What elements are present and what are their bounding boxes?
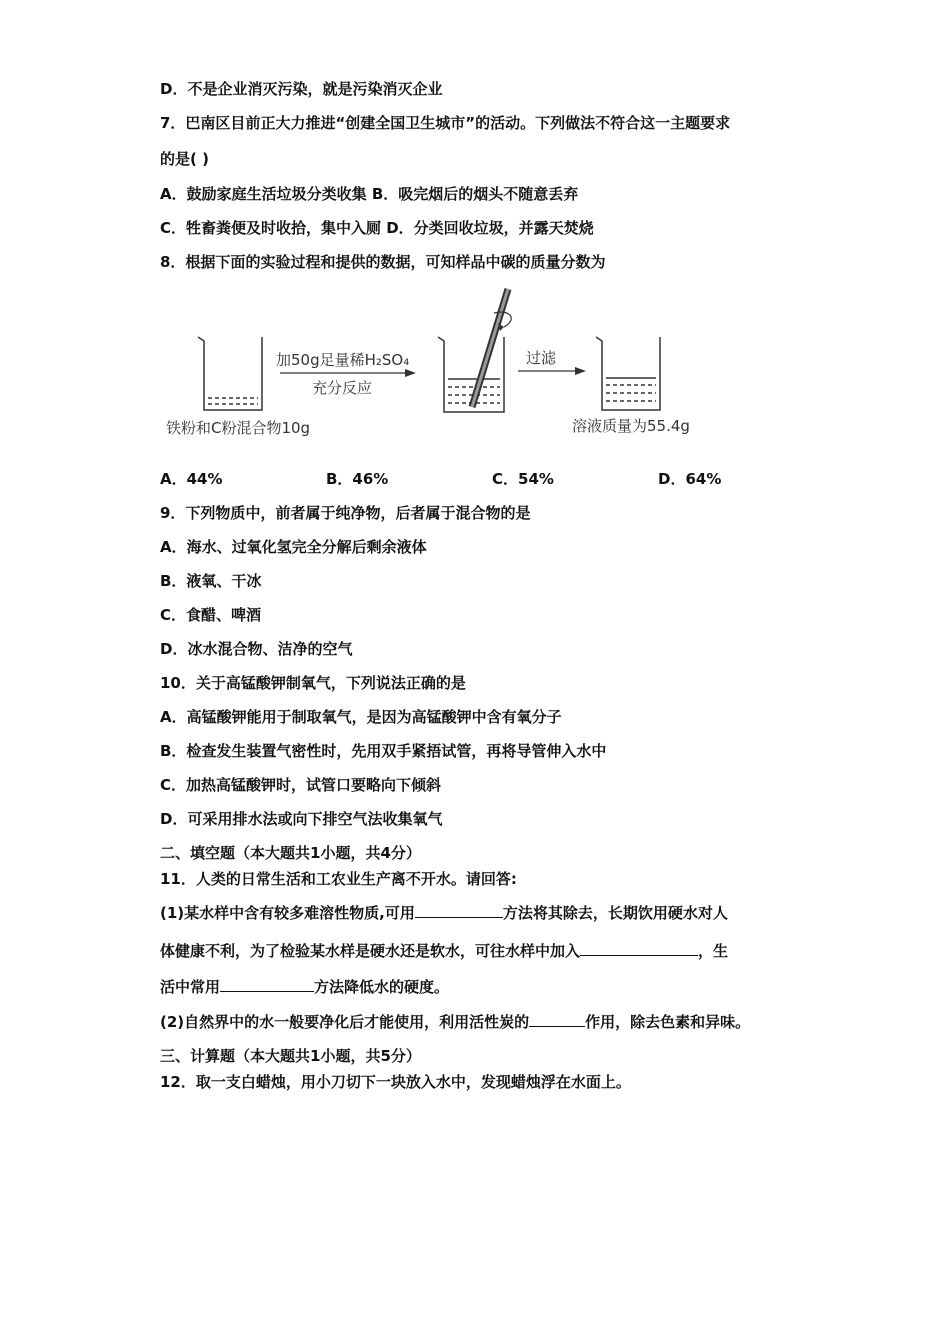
beaker-right [596, 337, 660, 410]
q8-option-a: A．44% [160, 470, 223, 488]
experiment-svg [160, 285, 720, 445]
q11-part1-line3 [160, 977, 449, 997]
q10-option-b: B．检查发生装置气密性时，先用双手紧捂试管，再将导管伸入水中 [160, 742, 607, 760]
q11-text: (1)某水样中含有较多难溶性物质,可用 [160, 904, 415, 922]
q10-option-d: D．可采用排水法或向下排空气法收集氧气 [160, 810, 443, 828]
q11-part2 [160, 1012, 750, 1032]
answer-blank-1[interactable] [415, 903, 503, 918]
beaker-left [198, 337, 262, 410]
reagent-top-label: 加50g足量稀H₂SO₄ [276, 351, 410, 369]
q7-stem-line2: 的是( ) [160, 150, 209, 168]
q9-option-b: B．液氧、干冰 [160, 572, 262, 590]
left-sample-label: 铁粉和C粉混合物10g [166, 419, 311, 437]
q11-part1-line2 [160, 941, 728, 961]
q10-option-a: A．高锰酸钾能用于制取氧气，是因为高锰酸钾中含有氧分子 [160, 708, 562, 726]
q9-option-d: D．冰水混合物、洁净的空气 [160, 640, 353, 658]
q11-part1-line1 [160, 903, 728, 923]
answer-blank-2[interactable] [580, 941, 698, 956]
section-calculation-heading: 三、计算题（本大题共1小题，共5分） [160, 1047, 421, 1065]
q12-stem: 12．取一支白蜡烛，用小刀切下一块放入水中，发现蜡烛浮在水面上。 [160, 1073, 631, 1091]
glass-rod [472, 289, 511, 407]
q9-option-c: C．食醋、啤酒 [160, 606, 262, 624]
experiment-diagram [160, 285, 720, 445]
filter-label: 过滤 [526, 349, 557, 367]
q11-text: 体健康不利，为了检验某水样是硬水还是软水，可往水样中加入 [160, 942, 581, 960]
q9-stem: 9．下列物质中，前者属于纯净物，后者属于混合物的是 [160, 504, 531, 522]
q7-stem-line1: 7．巴南区目前正大力推进“创建全国卫生城市”的活动。下列做法不符合这一主题要求 [160, 114, 731, 132]
q8-stem: 8．根据下面的实验过程和提供的数据，可知样品中碳的质量分数为 [160, 253, 606, 271]
q11-stem: 11．人类的日常生活和工农业生产离不开水。请回答: [160, 870, 517, 888]
q6-option-d: D．不是企业消灭污染，就是污染消灭企业 [160, 80, 443, 98]
q10-stem: 10．关于高锰酸钾制氧气，下列说法正确的是 [160, 674, 466, 692]
q11-text: 作用，除去色素和异味。 [585, 1013, 751, 1031]
q8-option-b: B．46% [326, 470, 389, 488]
q10-option-c: C．加热高锰酸钾时，试管口要略向下倾斜 [160, 776, 442, 794]
q9-option-a: A．海水、过氧化氢完全分解后剩余液体 [160, 538, 427, 556]
q8-option-d: D．64% [658, 470, 722, 488]
reagent-bottom-label: 充分反应 [312, 379, 373, 397]
section-fill-in-heading: 二、填空题（本大题共1小题，共4分） [160, 844, 421, 862]
q11-text: 方法降低水的硬度。 [314, 978, 450, 996]
q11-text: 活中常用 [160, 978, 221, 996]
answer-blank-3[interactable] [220, 977, 314, 992]
right-solution-label: 溶液质量为55.4g [572, 417, 690, 435]
q11-text: 方法将其除去，长期饮用硬水对人 [502, 904, 728, 922]
q11-text: ，生 [698, 942, 729, 960]
answer-blank-4[interactable] [529, 1012, 585, 1027]
q11-text: (2)自然界中的水一般要净化后才能使用，利用活性炭的 [160, 1013, 530, 1031]
q7-options-ab: A．鼓励家庭生活垃圾分类收集 B．吸完烟后的烟头不随意丢弃 [160, 185, 579, 203]
q8-option-c: C．54% [492, 470, 554, 488]
q7-options-cd: C．牲畜粪便及时收拾，集中入厕 D．分类回收垃圾，并露天焚烧 [160, 219, 594, 237]
